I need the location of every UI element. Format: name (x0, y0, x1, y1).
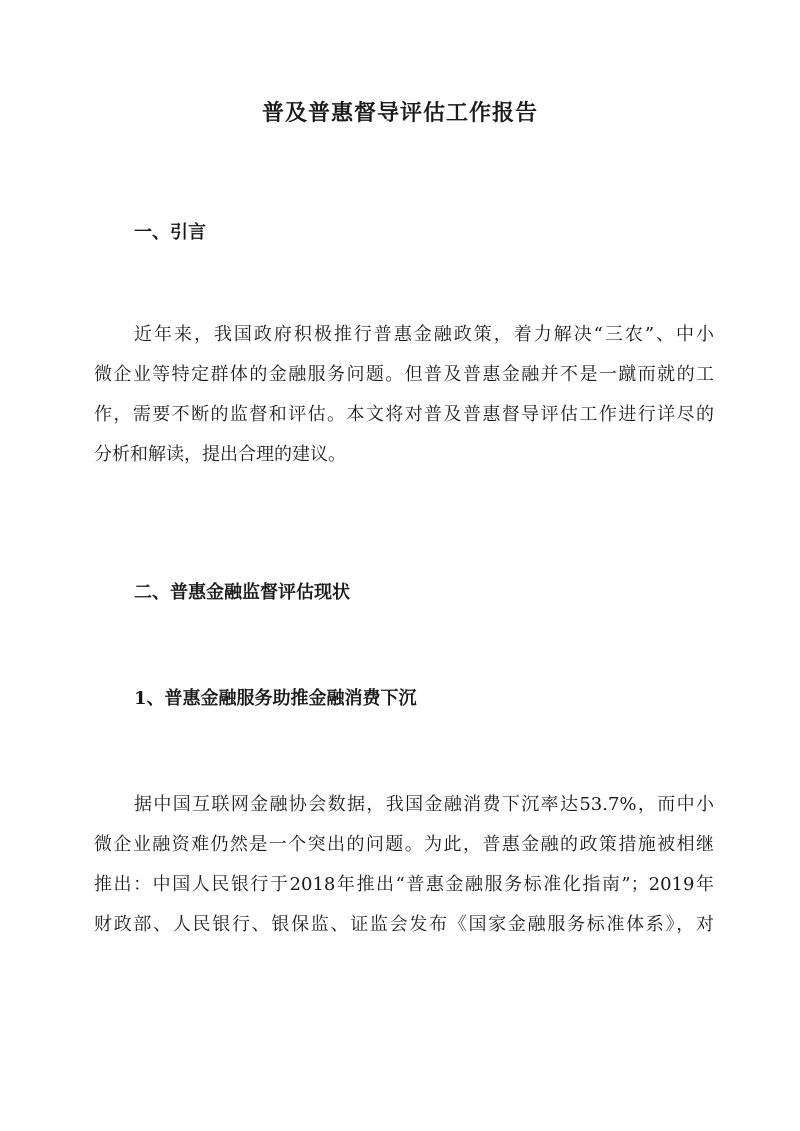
subsection-heading-consumption: 1、普惠金融服务助推金融消费下沉 (134, 688, 417, 709)
paragraph-line: 微企业融资难仍然是一个突出的问题。为此，普惠金融的政策措施被相继 (94, 834, 714, 855)
consumption-paragraph (94, 785, 714, 945)
introduction-paragraph (94, 315, 714, 475)
section-heading-introduction: 一、引言 (134, 222, 206, 243)
paragraph-line: 财政部、人民银行、银保监、证监会发布《国家金融服务标准体系》，对 (94, 914, 714, 935)
document-title: 普及普惠督导评估工作报告 (261, 100, 538, 126)
paragraph-line: 分析和解读，提出合理的建议。 (94, 444, 346, 465)
section-heading-status: 二、普惠金融监督评估现状 (134, 582, 350, 603)
paragraph-line: 作，需要不断的监督和评估。本文将对普及普惠督导评估工作进行详尽的 (94, 404, 714, 425)
paragraph-line: 微企业等特定群体的金融服务问题。但普及普惠金融并不是一蹴而就的工 (94, 364, 714, 385)
paragraph-line: 推出：中国人民银行于2018年推出“普惠金融服务标准化指南”；2019年 (94, 874, 714, 895)
paragraph-line: 近年来，我国政府积极推行普惠金融政策，着力解决“三农”、中小 (134, 324, 714, 345)
paragraph-line: 据中国互联网金融协会数据，我国金融消费下沉率达53.7%，而中小 (134, 794, 714, 815)
